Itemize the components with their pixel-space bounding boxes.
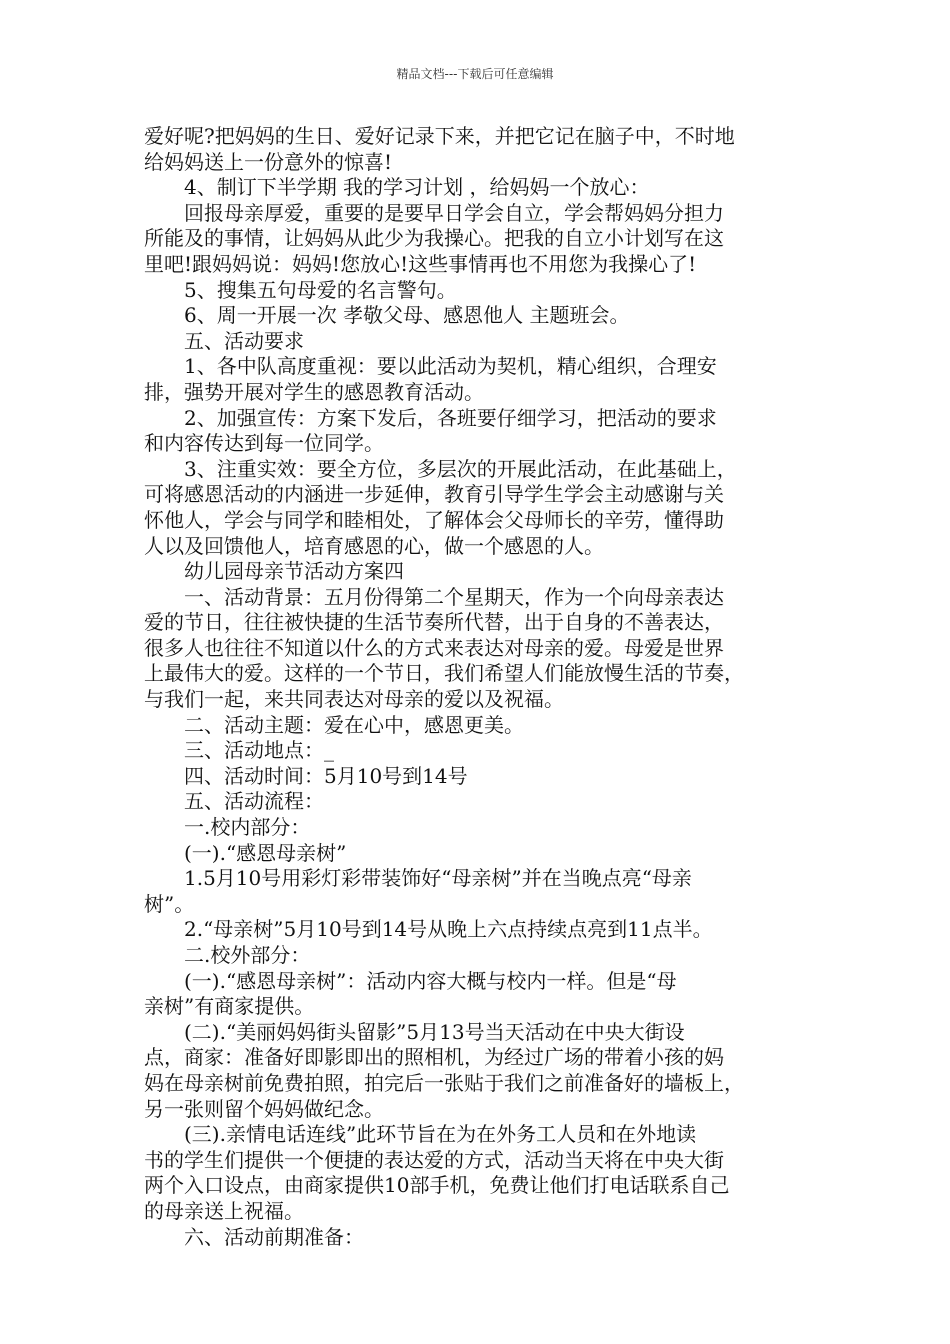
text-line: 6、周一开展一次 孝敬父母、感恩他人 主题班会。 — [144, 303, 630, 328]
text-line: (二).“美丽妈妈街头留影”5月13号当天活动在中央大街设 — [144, 1019, 685, 1044]
text-line: 4、制订下半学期 我的学习计划 ，给妈妈一个放心： — [144, 175, 650, 200]
text-line: (一).“感恩母亲树”：活动内容大概与校内一样。但是“母 — [144, 968, 677, 993]
text-line: 两个入口设点，由商家提供10部手机，免费让他们打电话联系自己 — [144, 1173, 730, 1198]
text-line: 可将感恩活动的内涵进一步延伸，教育引导学生学会主动感谢与关 — [144, 482, 724, 507]
text-line: 怀他人，学会与同学和睦相处，了解体会父母师长的辛劳，懂得助 — [144, 507, 724, 532]
text-line: (三).亲情电话连线”此环节旨在为在外务工人员和在外地读 — [144, 1122, 697, 1147]
text-line: 人以及回馈他人，培育感恩的心，做一个感恩的人。 — [144, 533, 604, 558]
text-line: 和内容传达到每一位同学。 — [144, 431, 384, 456]
text-line: 幼儿园母亲节活动方案四 — [144, 559, 404, 584]
text-line: 与我们一起，来共同表达对母亲的爱以及祝福。 — [144, 687, 564, 712]
text-line: 二、活动主题：爱在心中，感恩更美。 — [144, 712, 524, 737]
text-line: 五、活动要求 — [144, 328, 304, 353]
text-line: 三、活动地点：_ — [144, 738, 334, 763]
text-line: 给妈妈送上一份意外的惊喜! — [144, 149, 393, 174]
text-line: 四、活动时间：5月10号到14号 — [144, 763, 468, 788]
text-line: 点，商家：准备好即影即出的照相机，为经过广场的带着小孩的妈 — [144, 1045, 724, 1070]
text-line: 亲树”有商家提供。 — [144, 994, 315, 1019]
text-line: 一、活动背景：五月份得第二个星期天，作为一个向母亲表达 — [144, 584, 724, 609]
text-line: 很多人也往往不知道以什么的方式来表达对母亲的爱。母爱是世界 — [144, 635, 724, 660]
text-line: 的母亲送上祝福。 — [144, 1198, 304, 1223]
text-line: 一.校内部分： — [144, 815, 311, 840]
text-line: 2.“母亲树”5月10号到14号从晚上六点持续点亮到11点半。 — [144, 917, 713, 942]
text-line: 回报母亲厚爱，重要的是要早日学会自立，学会帮妈妈分担力 — [144, 200, 724, 225]
text-line: 1、各中队高度重视：要以此活动为契机，精心组织，合理安 — [144, 354, 717, 379]
text-line: 上最伟大的爱。这样的一个节日，我们希望人们能放慢生活的节奏， — [144, 661, 744, 686]
text-line: 5、搜集五句母爱的名言警句。 — [144, 277, 457, 302]
text-line: 爱的节日，往往被快捷的生活节奏所代替，出于自身的不善表达， — [144, 610, 724, 635]
text-line: 里吧!跟妈妈说：妈妈!您放心!这些事情再也不用您为我操心了! — [144, 251, 697, 276]
document-body — [144, 124, 808, 1250]
text-line: 书的学生们提供一个便捷的表达爱的方式，活动当天将在中央大街 — [144, 1147, 724, 1172]
text-line: 爱好呢?把妈妈的生日、爱好记录下来，并把它记在脑子中，不时地 — [144, 124, 735, 148]
text-line: 另一张则留个妈妈做纪念。 — [144, 1096, 384, 1121]
text-line: 3、注重实效：要全方位，多层次的开展此活动，在此基础上， — [144, 456, 737, 481]
text-line: 所能及的事情，让妈妈从此少为我操心。把我的自立小计划写在这 — [144, 226, 724, 251]
text-line: 树”。 — [144, 891, 195, 916]
text-line: 二.校外部分： — [144, 943, 311, 967]
text-line: 排，强势开展对学生的感恩教育活动。 — [144, 379, 484, 404]
text-line: 2、加强宣传：方案下发后，各班要仔细学习，把活动的要求 — [144, 405, 717, 430]
text-line: 五、活动流程： — [144, 789, 324, 814]
page-header: 精品文档---下载后可任意编辑 — [396, 67, 554, 81]
text-line: 六、活动前期准备： — [144, 1224, 364, 1249]
text-line: (一).“感恩母亲树” — [144, 840, 347, 865]
text-line: 1.5月10号用彩灯彩带装饰好“母亲树”并在当晚点亮“母亲 — [144, 866, 692, 891]
text-line: 妈在母亲树前免费拍照，拍完后一张贴于我们之前准备好的墙板上， — [144, 1070, 744, 1095]
